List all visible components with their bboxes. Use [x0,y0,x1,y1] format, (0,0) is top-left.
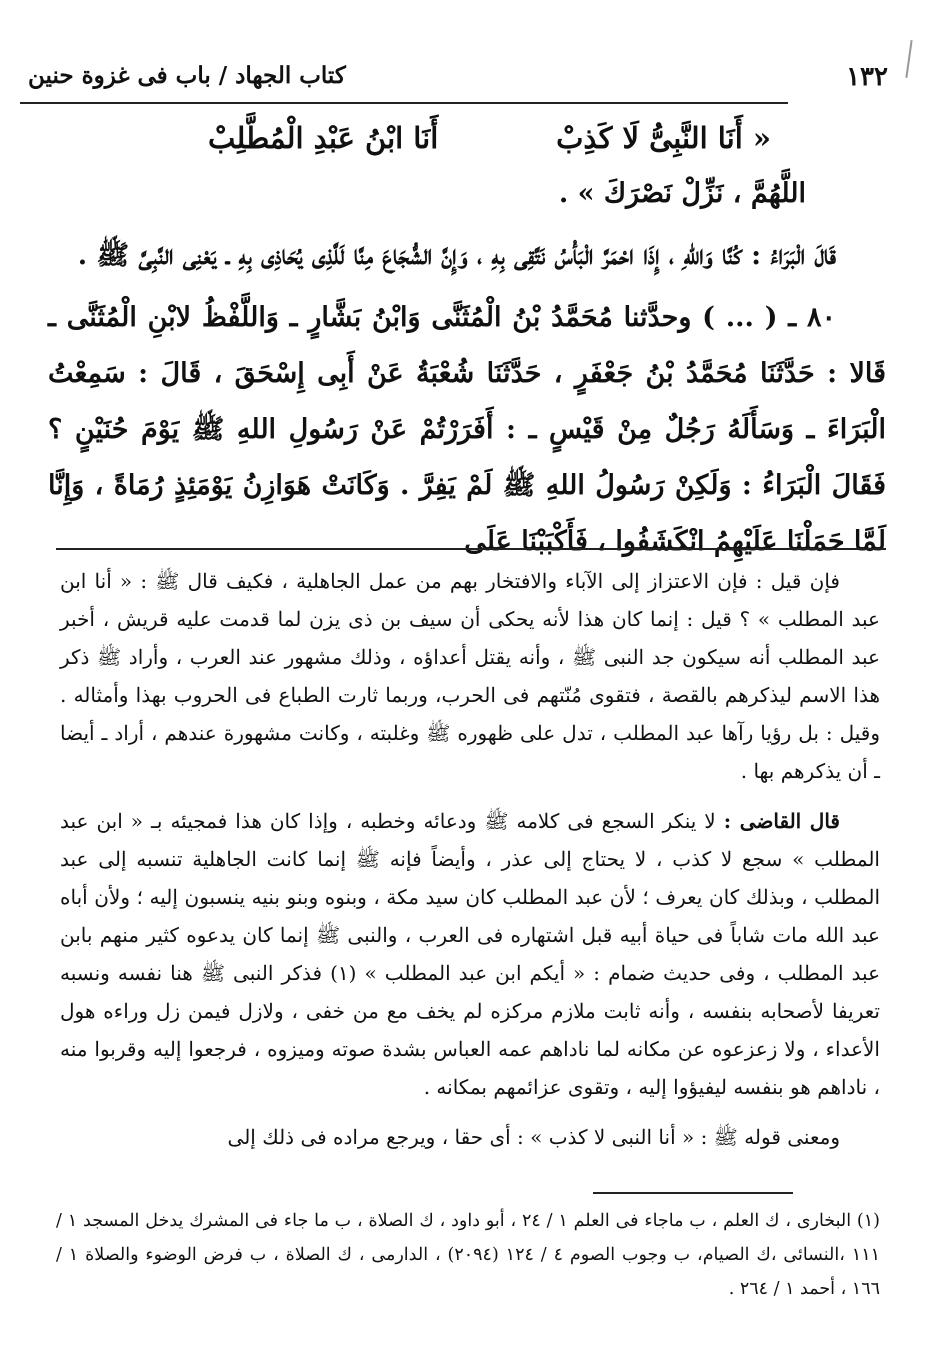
page-header [20,58,888,104]
hadith-text [48,110,886,570]
verse-line [48,110,886,166]
qadi-text: لا ينكر السجع فى كلامه ﷺ ودعائه وخطبه ، وإذا كان هذا فمجيئه بـ « ابن عبد المطلب » سجع لا كذب ، لا يحتاج إلى عذر ، وأيضاً فإنه ﷺ إنما كانت الجاهلية تنسبه إلى عبد المطلب ، وبذلك كان يعرف ؛ لأن عبد المطلب كان سيد مكة ، وبنوه وبنو بنيه ينسبون إليه ؛ ولأن أباه عبد الله مات شاباً فى حياة أبيه قبل اشتهاره فى العرب ، والنبى ﷺ إنما كان يدعوه كثير منهم بابن عبد المطلب ، وفى حديث ضمام : « أيكم ابن عبد المطلب » (١) فذكر النبى ﷺ هنا نفسه ونسبه تعريفا لأصحابه بنفسه ، وأنه ثابت ملازم مركزه لم يخف مع من خفى ، ولازل فيمن زل وراءه هول الأعداء ، ولا زعزعوه عن مكانه لما ناداهم عمه العباس بشدة صوته وميزوه ، فرجعوا إليه وقربوا منه ، ناداهم هو بنفسه ليفيؤوا إليه ، وتقوى عزائمهم بمكانه . [60,809,880,1099]
margin-pencil-mark [905,40,912,78]
page-number: ١٣٢ [846,62,888,92]
commentary-paragraph-3: ومعنى قوله ﷺ : « أنا النبى لا كذب » : أى حقا ، ويرجع مراده فى ذلك إلى [227,1125,840,1149]
commentary [60,562,880,1156]
commentary-paragraph-2 [60,802,880,1106]
footnote-text: (١) البخارى ، ك العلم ، ب ماجاء فى العلم ١ / ٢٤ ، أبو داود ، ك الصلاة ، ب ما جاء فى المشرك يدخل المسجد ١ / ١١١ ،النسائى ،ك الصيام، ب وجوب الصوم ٤ / ١٢٤ (٢٠٩٤) ، الدارمى ، ك الصلاة ، ب فرض الوضوء والصلاة ١ / ١٦٦ ، أحمد ١ / ٢٦٤ . [56,1211,880,1299]
verse-hemistich-2: أَنَا ابْنُ عَبْدِ الْمُطَّلِبْ [208,121,439,155]
footnote [56,1204,880,1306]
commentary-paragraph-1: فإن قيل : فإن الاعتزاز إلى الآباء والافتخار بهم من عمل الجاهلية ، فكيف قال ﷺ : « أنا ابن عبد المطلب » ؟ قيل : إنما كان هذا لأنه يحكى أن سيف بن ذى يزن لما قدمت عليه قريش ، أخبر عبد المطلب أنه سيكون جد النبى ﷺ ، وأنه يقتل أعداؤه ، وذلك مشهور عند العرب ، وأراد ﷺ ذكر هذا الاسم ليذكرهم بالقصة ، فتقوى مُنّتهم فى الحرب، وربما ثارت الطباع فى الحروب بهذا وأمثاله . وقيل : بل رؤيا رآها عبد المطلب ، تدل على ظهوره ﷺ وغلبته ، وكانت مشهورة عندهم ، أراد ـ أيضا ـ أن يذكرهم بها . [60,569,880,783]
running-head: كتاب الجهاد / باب فى غزوة حنين [28,62,346,89]
verse-closing: اللَّهُمَّ ، نَزِّلْ نَصْرَكَ » . [558,178,806,209]
qadi-label: قال القاضى : [723,809,840,833]
verse-hemistich-1: « أَنَا النَّبِىُّ لَا كَذِبْ [556,121,771,155]
bara-paragraph: قَالَ الْبَرَاءُ : كُنَّا وَاللهِ ، إِذَا احْمَرَّ الْبَأْسُ نَتَّقِى بِهِ ، وَإِنَّ الشُّجَاعَ مِنَّا لَلَّذِى يُحَاذِى بِهِ ـ يَعْنِى النَّبِىَّ ﷺ . [77,240,836,271]
footnote-rule [593,1192,793,1194]
divider-rule [56,548,886,550]
hadith-80-paragraph: ٨٠ ـ ( ... ) وحدَّثنا مُحَمَّدُ بْنُ الْمُثَنَّى وَابْنُ بَشَّارٍ ـ وَاللَّفْظُ لابْنِ الْمُثَنَّى ـ قَالا : حَدَّثَنَا مُحَمَّدُ بْنُ جَعْفَرٍ ، حَدَّثَنَا شُعْبَةُ عَنْ أَبِى إِسْحَقَ ، قَالَ : سَمِعْتُ الْبَرَاءَ ـ وَسَأَلَهُ رَجُلٌ مِنْ قَيْسٍ ـ : أَفَرَرْتُمْ عَنْ رَسُولِ اللهِ ﷺ يَوْمَ حُنَيْنٍ ؟ فَقَالَ الْبَرَاءُ : وَلَكِنْ رَسُولُ اللهِ ﷺ لَمْ يَفِرَّ . وَكَانَتْ هَوَازِنُ يَوْمَئِذٍ رُمَاةً ، وَإِنَّا لَمَّا حَمَلْنَا عَلَيْهِمُ انْكَشَفُوا ، فَأَكْبَبْنَا عَلَى [48,302,886,557]
